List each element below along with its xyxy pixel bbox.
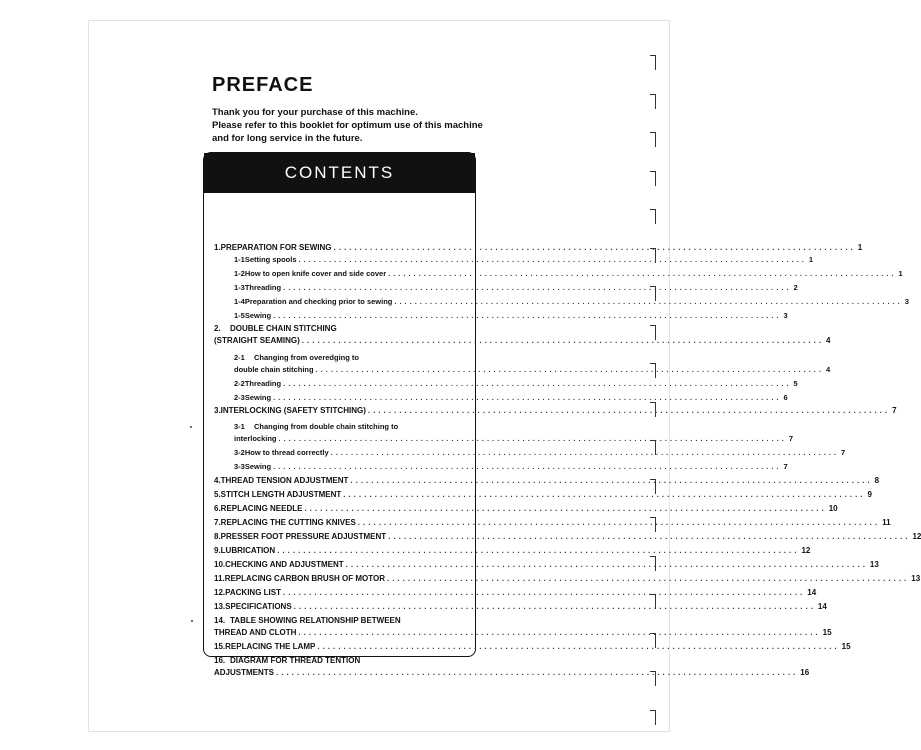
toc-entry <box>214 532 921 541</box>
contents-title: CONTENTS <box>204 153 475 193</box>
toc-entry-label: Sewing <box>244 462 272 471</box>
toc-entry-number: 3-3 <box>234 462 245 471</box>
toc-entry-number: 1-2 <box>234 269 245 278</box>
toc-entry-page: 1 <box>898 269 903 278</box>
toc-entry <box>234 283 798 292</box>
toc-entry <box>214 324 466 333</box>
toc-entry-number: 16. <box>214 656 226 665</box>
toc-entry <box>214 336 831 345</box>
toc-leader-dots <box>273 462 781 471</box>
toc-entry-label: CHECKING AND ADJUSTMENT <box>225 560 344 569</box>
preface-line: and for long service in the future. <box>212 133 363 144</box>
toc-entry-page: 2 <box>793 283 798 292</box>
toc-entry-number: 10. <box>214 560 226 569</box>
toc-entry-label: REPLACING THE CUTTING KNIVES <box>220 518 356 527</box>
toc-entry-number: 5. <box>214 490 221 499</box>
toc-entry <box>214 406 897 415</box>
toc-entry-page: 7 <box>892 406 897 415</box>
preface-text <box>212 106 483 145</box>
toc-entry <box>234 422 466 431</box>
toc-entry <box>214 656 466 665</box>
toc-entry-number: 2-2 <box>234 379 245 388</box>
toc-entry <box>234 434 794 443</box>
toc-entry-label: TABLE SHOWING RELATIONSHIP BETWEEN <box>230 616 401 625</box>
toc-entry-label: REPLACING NEEDLE <box>220 504 303 513</box>
toc-entry-label: Changing from overedging to <box>254 353 359 362</box>
toc-entry-label: PREPARATION FOR SEWING <box>220 243 332 252</box>
toc-leader-dots <box>394 297 902 306</box>
toc-entry-number: 6. <box>214 504 221 513</box>
toc-entry-page: 7 <box>788 434 794 443</box>
contents-box <box>203 152 921 677</box>
binder-tab-mark <box>650 363 656 378</box>
toc-leader-dots <box>273 311 781 320</box>
toc-entry-number: 2-1 <box>234 353 245 362</box>
toc-entry-number: 7. <box>214 518 221 527</box>
toc-leader-dots <box>277 546 799 555</box>
toc-entry <box>214 504 838 513</box>
toc-entry-label: STITCH LENGTH ADJUSTMENT <box>220 490 342 499</box>
toc-entry <box>234 297 909 306</box>
binder-tab-mark <box>650 325 656 340</box>
toc-entry-number: 3-2 <box>234 448 245 457</box>
binder-tab-mark <box>650 55 656 70</box>
toc-entry-label: REPLACING CARBON BRUSH OF MOTOR <box>224 574 385 583</box>
preface-title: PREFACE <box>212 74 314 96</box>
binder-tab-mark <box>650 248 656 263</box>
preface-line: Please refer to this booklet for optimum use of this machine <box>212 120 483 131</box>
toc-entry-number: 12. <box>214 588 226 597</box>
toc-entry-label: How to thread correctly <box>244 448 329 457</box>
toc-entry <box>234 269 903 278</box>
toc-leader-dots <box>334 243 856 252</box>
toc-entry-page: 1 <box>857 243 863 252</box>
toc-entry-page: 9 <box>867 490 872 499</box>
binder-tab-mark <box>650 517 656 532</box>
toc-entry <box>234 365 831 374</box>
toc-entry-number: 1-4 <box>234 297 245 306</box>
toc-entry <box>214 616 466 625</box>
toc-entry <box>234 448 846 457</box>
toc-entry-page: 13 <box>911 574 921 583</box>
toc-entry-label: PRESSER FOOT PRESSURE ADJUSTMENT <box>220 532 387 541</box>
toc-entry-label: THREAD TENSION ADJUSTMENT <box>220 476 349 485</box>
toc-entry-label: Sewing <box>244 393 272 402</box>
binder-tab-mark <box>650 171 656 186</box>
toc-entry <box>234 379 798 388</box>
toc-leader-dots <box>368 406 890 415</box>
toc-entry-number: 2. <box>214 324 221 333</box>
toc-leader-dots <box>387 574 909 583</box>
toc-entry-label: How to open knife cover and side cover <box>244 269 387 278</box>
toc-leader-dots <box>316 365 824 374</box>
toc-entry-page: 1 <box>808 255 814 264</box>
toc-leader-dots <box>343 490 865 499</box>
toc-entry-number: 1-1 <box>234 255 245 264</box>
toc-entry-page: 16 <box>800 668 810 677</box>
toc-leader-dots <box>346 560 868 569</box>
toc-entry <box>214 574 921 583</box>
toc-leader-dots <box>317 642 839 651</box>
toc-entry-number: 2-3 <box>234 393 245 402</box>
toc-entry-label: Changing from double chain stitching to <box>254 422 399 431</box>
toc-entry <box>214 546 811 555</box>
toc-entry-page: 3 <box>783 311 788 320</box>
toc-entry-number: 9. <box>214 546 221 555</box>
toc-entry <box>234 393 788 402</box>
toc-entry-page: 11 <box>882 518 891 527</box>
binder-tab-mark <box>650 286 656 301</box>
toc-entry-number: 13. <box>214 602 226 611</box>
toc-entry-number: 3-1 <box>234 422 245 431</box>
toc-entry-page: 7 <box>783 462 788 471</box>
toc-leader-dots <box>283 588 805 597</box>
binder-tab-mark <box>650 633 656 648</box>
toc-entry-label: Sewing <box>244 311 272 320</box>
toc-entry <box>214 602 827 611</box>
toc-entry-page: 8 <box>874 476 880 485</box>
toc-entry-number: 1-5 <box>234 311 245 320</box>
toc-entry-number: 14. <box>214 616 226 625</box>
toc-entry-label: INTERLOCKING (SAFETY STITCHING) <box>220 406 366 415</box>
toc-entry-page: 13 <box>869 560 879 569</box>
toc-entry-number: 11. <box>214 574 225 583</box>
toc-leader-dots <box>304 504 826 513</box>
toc-entry <box>214 243 863 252</box>
toc-entry <box>214 642 851 651</box>
toc-entry-label: Threading <box>244 379 282 388</box>
toc-leader-dots <box>298 628 820 637</box>
toc-entry <box>214 560 879 569</box>
toc-entry <box>214 628 832 637</box>
scan-speck <box>190 426 192 428</box>
toc-entry-page: 4 <box>826 336 831 345</box>
binder-tab-mark <box>650 209 656 224</box>
preface-line: Thank you for your purchase of this machine. <box>212 107 418 118</box>
toc-entry-page: 6 <box>783 393 788 402</box>
toc-entry-label: Setting spools <box>244 255 297 264</box>
toc-entry-label: Threading <box>244 283 282 292</box>
toc-entry-number: 15. <box>214 642 226 651</box>
binder-tab-mark <box>650 594 656 609</box>
toc-leader-dots <box>283 283 791 292</box>
toc-entry-label: REPLACING THE LAMP <box>225 642 316 651</box>
scan-speck <box>191 620 193 622</box>
toc-entry-number: 8. <box>214 532 221 541</box>
binder-tab-mark <box>650 94 656 109</box>
toc-entry <box>234 311 788 320</box>
toc-entry-page: 10 <box>828 504 838 513</box>
toc-entry <box>234 462 788 471</box>
toc-leader-dots <box>276 668 798 677</box>
toc-entry-label: (STRAIGHT SEAMING) <box>214 336 300 345</box>
binder-tab-mark <box>650 402 656 417</box>
toc-entry-page: 12 <box>912 532 921 541</box>
toc-entry <box>234 255 814 264</box>
toc-leader-dots <box>302 336 824 345</box>
toc-entry <box>234 353 466 362</box>
binder-tab-mark <box>650 479 656 494</box>
toc-entry-page: 7 <box>841 448 846 457</box>
toc-entry-page: 5 <box>793 379 798 388</box>
toc-entry-page: 14 <box>807 588 817 597</box>
toc-entry-label: double chain stitching <box>234 365 314 374</box>
toc-leader-dots <box>283 379 791 388</box>
toc-entry-label: THREAD AND CLOTH <box>214 628 297 637</box>
toc-leader-dots <box>279 434 787 443</box>
toc-entry <box>214 518 891 527</box>
toc-entry-label: SPECIFICATIONS <box>225 602 292 611</box>
toc-leader-dots <box>388 532 910 541</box>
binder-tab-mark <box>650 132 656 147</box>
toc-entry <box>214 668 810 677</box>
toc-entry <box>214 490 872 499</box>
toc-leader-dots <box>294 602 816 611</box>
toc-entry-page: 15 <box>822 628 832 637</box>
toc-entry-page: 15 <box>841 642 851 651</box>
toc-entry-number: 3. <box>214 406 221 415</box>
toc-entry-label: DOUBLE CHAIN STITCHING <box>230 324 337 333</box>
toc-entry-page: 3 <box>904 297 909 306</box>
toc-entry-page: 14 <box>817 602 827 611</box>
binder-tab-mark <box>650 556 656 571</box>
toc-leader-dots <box>388 269 896 278</box>
toc-entry-number: 4. <box>214 476 221 485</box>
toc-leader-dots <box>358 518 880 527</box>
toc-entry-label: DIAGRAM FOR THREAD TENTION <box>230 656 361 665</box>
toc-entry-number: 1. <box>214 243 221 252</box>
binder-tab-mark <box>650 710 656 725</box>
toc-entry-page: 4 <box>825 365 831 374</box>
binder-tab-mark <box>650 440 656 455</box>
toc-entry-label: ADJUSTMENTS <box>214 668 275 677</box>
toc-entry <box>214 476 880 485</box>
toc-entry-label: LUBRICATION <box>220 546 276 555</box>
toc-entry-label: interlocking <box>234 434 277 443</box>
toc-leader-dots <box>273 393 781 402</box>
toc-entry-number: 1-3 <box>234 283 245 292</box>
toc-leader-dots <box>299 255 807 264</box>
toc-leader-dots <box>350 476 872 485</box>
toc-entry-label: PACKING LIST <box>225 588 281 597</box>
toc-entry-page: 12 <box>801 546 811 555</box>
binder-tab-mark <box>650 671 656 686</box>
toc-entry-label: Preparation and checking prior to sewing <box>244 297 393 306</box>
toc-entry <box>214 588 817 597</box>
toc-leader-dots <box>331 448 839 457</box>
